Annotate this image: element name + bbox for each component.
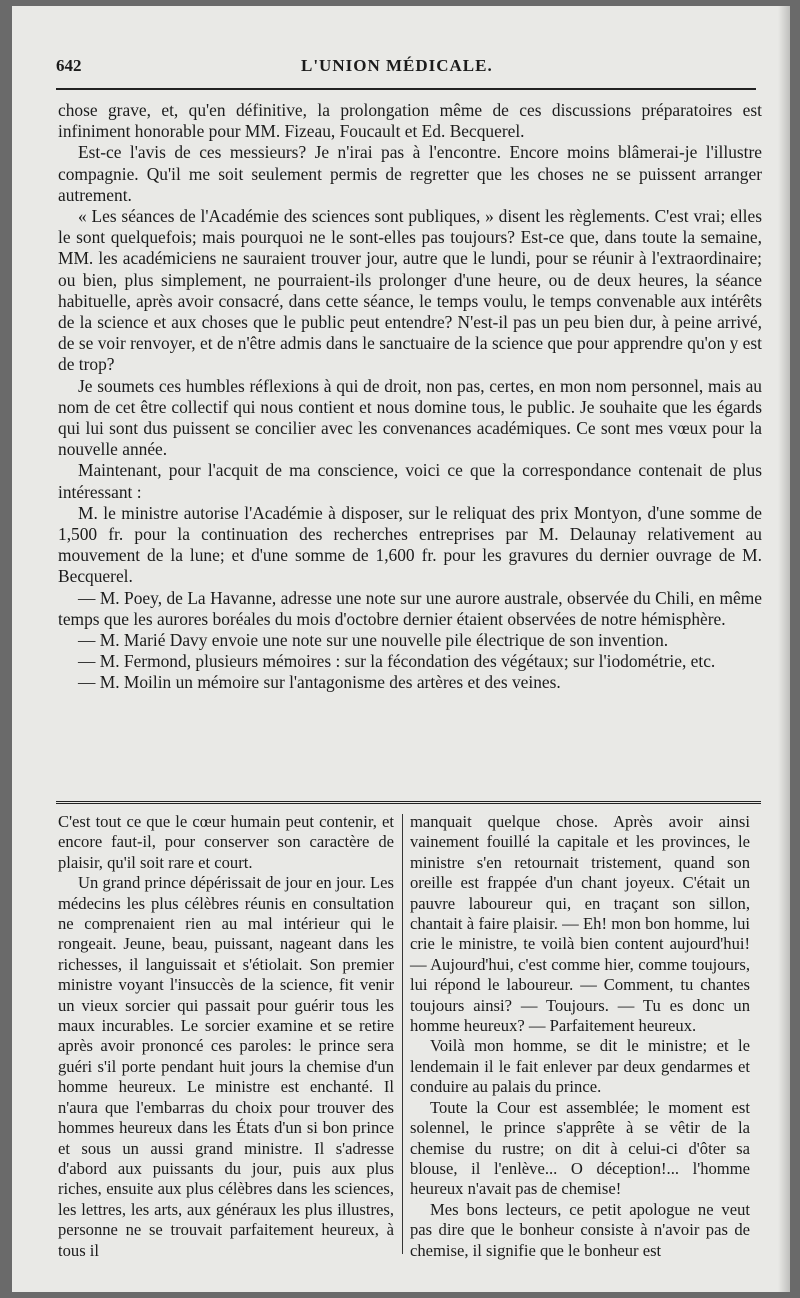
paragraph: chose grave, et, qu'en définitive, la prolongation même de ces discussions préparatoires est infiniment honorable pour MM. Fizeau, Foucault et Ed. Becquerel. bbox=[58, 100, 762, 142]
column-divider bbox=[402, 814, 403, 1254]
feuilleton-left-column bbox=[58, 812, 394, 1261]
journal-title: L'UNION MÉDICALE. bbox=[301, 56, 493, 75]
paragraph: Maintenant, pour l'acquit de ma conscience, voici ce que la correspondance contenait de plus intéressant : bbox=[58, 460, 762, 502]
paragraph: C'est tout ce que le cœur humain peut contenir, et encore faut-il, pour conserver son caractère de plaisir, qu'il soit rare et court. bbox=[58, 812, 394, 872]
feuilleton-rule bbox=[56, 801, 761, 806]
paragraph: Un grand prince dépérissait de jour en jour. Les médecins les plus célèbres réunis en consultation ne comprenaient rien au mal intérieur qui le rongeait. Jeune, beau, puissant, nageant dans les richesses, il languissait et s'étiolait. Son premier ministre voyant l'insuccès de la science, fit venir un vieux sorcier qui passait pour guérir tous les maux incurables. Le sorcier examine et se retire après avoir prononcé ces paroles: le prince sera guéri s'il porte pendant huit jours la chemise d'un homme heureux. Le ministre est enchanté. Il n'aura que l'embarras du choix pour trouver des hommes heureux dans les États d'un si bon prince et sous un aussi grand ministre. Il s'adresse d'abord aux puissants du jour, puis aux plus riches, ensuite aux plus célèbres dans les sciences, les lettres, les arts, aux généraux les plus illustres, personne ne se trouvait parfaitement heureux, à tous il bbox=[58, 873, 394, 1260]
paragraph: — M. Fermond, plusieurs mémoires : sur la fécondation des végétaux; sur l'iodométrie, etc. bbox=[78, 651, 716, 672]
paragraph: M. le ministre autorise l'Académie à disposer, sur le reliquat des prix Montyon, d'une somme de 1,500 fr. pour la continuation des recherches entreprises par M. Delaunay relativement au mouvement de la lune; et d'une somme de 1,600 fr. pour les gravures du dernier ouvrage de M. Becquerel. bbox=[58, 502, 762, 587]
paragraph: Est-ce l'avis de ces messieurs? Je n'irai pas à l'encontre. Encore moins blâmerai-je l'illustre compagnie. Qu'il me soit seulement permis de regretter que les choses ne se puissent arranger autrement. bbox=[58, 142, 762, 205]
header-rule bbox=[56, 88, 756, 90]
paragraph: « Les séances de l'Académie des sciences sont publiques, » disent les règlements. C'est vrai; elles le sont quelquefois; mais pourquoi ne le sont-elles pas toujours? Est-ce que, dans toute la semaine, MM. les académiciens ne sauraient trouver jour, autre que le lundi, pour se réunir à l'extraordinaire; ou bien, plus simplement, ne pourraient-ils prolonger d'une heure, ou de deux heures, la séance habituelle, après avoir consacré, dans cette séance, le temps voulu, le temps convenable aux intérêts de la science et aux choses que le public peut entendre? N'est-il pas un peu bien dur, à peine arrivé, de se voir renvoyer, et de n'être admis dans le sanctuaire de la science que pour apprendre qu'on y est de trop? bbox=[58, 206, 762, 375]
page bbox=[12, 6, 790, 1292]
feuilleton-right-column bbox=[410, 812, 750, 1261]
paragraph: — M. Marié Davy envoie une note sur une nouvelle pile électrique de son invention. bbox=[78, 630, 669, 651]
paragraph: — M. Moilin un mémoire sur l'antagonisme des artères et des veines. bbox=[78, 672, 561, 693]
page-number: 642 bbox=[56, 56, 82, 75]
article-body bbox=[58, 100, 762, 694]
paragraph: Je soumets ces humbles réflexions à qui de droit, non pas, certes, en mon nom personnel, mais au nom de cet être collectif qui nous contient et nous domine tous, le public. Je souhaite que les égards qui lui sont dus puissent se concilier avec les convenances académiques. Ce sont mes vœux pour la nouvelle année. bbox=[58, 375, 762, 460]
page-edge-shadow bbox=[778, 6, 790, 1292]
paragraph: Toute la Cour est assemblée; le moment est solennel, le prince s'apprête à se vêtir de la chemise du rustre; on dit à celui-ci d'ôter sa blouse, il l'enlève... O déception!... l'homme heureux n'avait pas de chemise! bbox=[410, 1097, 750, 1199]
running-header bbox=[56, 56, 746, 80]
paragraph: manquait quelque chose. Après avoir ainsi vainement fouillé la capitale et les provinces, le ministre s'en retournait tristement, quand son oreille est frappée d'un chant joyeux. C'était un pauvre laboureur qui, en traçant son sillon, chantait à faire plaisir. — Eh! mon bon homme, lui crie le ministre, te voilà bien content aujourd'hui! — Aujourd'hui, c'est comme hier, comme toujours, lui répond le laboureur. — Comment, tu chantes toujours ainsi? — Toujours. — Tu es donc un homme heureux? — Parfaitement heureux. bbox=[410, 812, 750, 1036]
paragraph: Mes bons lecteurs, ce petit apologue ne veut pas dire que le bonheur consiste à n'avoir pas de chemise, il signifie que le bonheur est bbox=[410, 1199, 750, 1260]
paragraph: — M. Poey, de La Havanne, adresse une note sur une aurore australe, observée du Chili, en même temps que les aurores boréales du mois d'octobre dernier étaient observées de notre hémisphère. bbox=[58, 587, 762, 629]
paragraph: Voilà mon homme, se dit le ministre; et le lendemain il le fait enlever par deux gendarmes et conduire au palais du prince. bbox=[410, 1036, 750, 1097]
